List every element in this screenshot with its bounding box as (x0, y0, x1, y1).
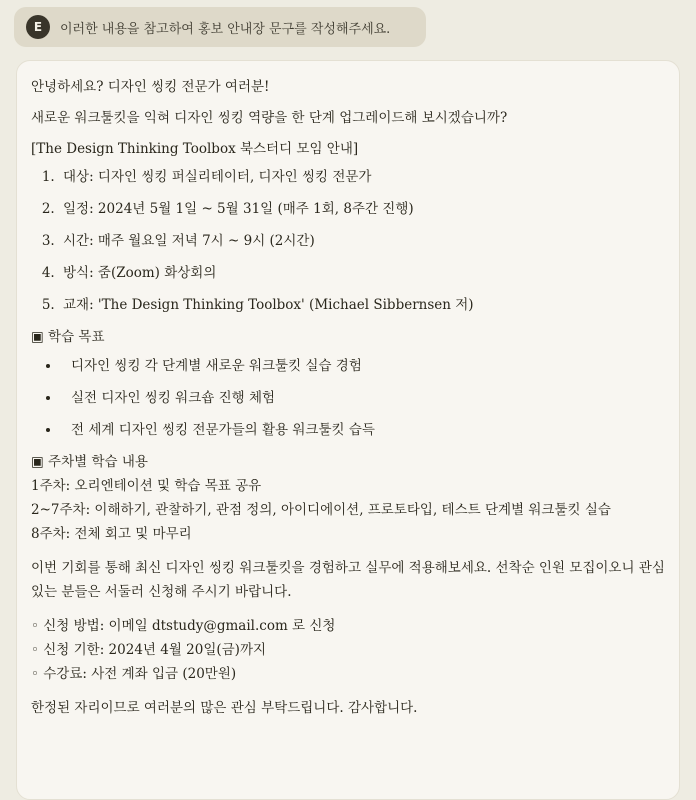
greeting: 안녕하세요? 디자인 씽킹 전문가 여러분! (31, 79, 270, 95)
user-message-text: 이러한 내용을 참고하여 홍보 안내장 문구를 작성해주세요. (60, 21, 391, 37)
closing-text: 한정된 자리이므로 여러분의 많은 관심 부탁드립니다. 감사합니다. (31, 700, 418, 716)
user-message-bubble (14, 7, 426, 47)
weekly-item: 2~7주차: 이해하기, 관찰하기, 관점 정의, 아이디에이션, 프로토타입, 테스트 단계별 워크툴킷 실습 (31, 502, 611, 518)
announcement-heading: [The Design Thinking Toolbox 북스터디 모임 안내] (31, 141, 359, 157)
call-to-action: 이번 기회를 통해 최신 디자인 씽킹 워크툴킷을 경험하고 실무에 적용해보세요. 선착순 인원 모집이오니 관심 있는 분들은 서둘러 신청해 주시기 바랍니다. (31, 560, 665, 600)
weekly-item: 8주차: 전체 회고 및 마무리 (31, 526, 192, 542)
details-item: 2. 일정: 2024년 5월 1일 ~ 5월 31일 (매주 1회, 8주간 진행) (59, 197, 665, 221)
details-item: 5. 교재: 'The Design Thinking Toolbox' (Michael Sibbernsen 저) (59, 293, 665, 317)
goal-item: • 디자인 씽킹 각 단계별 새로운 워크툴킷 실습 경험 (61, 354, 665, 378)
goals-title: ▣ 학습 목표 (31, 329, 105, 345)
details-item: 3. 시간: 매주 월요일 저녁 7시 ~ 9시 (2시간) (59, 229, 665, 253)
application-info (31, 614, 665, 686)
details-item: 4. 방식: 줌(Zoom) 화상회의 (59, 261, 665, 285)
weekly-title: ▣ 주차별 학습 내용 (31, 454, 148, 470)
weekly-item: 1주차: 오리엔테이션 및 학습 목표 공유 (31, 478, 262, 494)
assistant-response (16, 60, 680, 800)
intro-text: 새로운 워크툴킷을 익혀 디자인 씽킹 역량을 한 단계 업그레이드해 보시겠습니까? (31, 110, 508, 126)
goals-list (31, 354, 665, 442)
details-item: 1. 대상: 디자인 씽킹 퍼실리테이터, 디자인 씽킹 전문가 (59, 165, 665, 189)
apply-item: ◦ 신청 기한: 2024년 4월 20일(금)까지 (31, 642, 267, 658)
goal-item: • 전 세계 디자인 씽킹 전문가들의 활용 워크툴킷 습득 (61, 418, 665, 442)
goal-item: • 실전 디자인 씽킹 워크숍 진행 체험 (61, 386, 665, 410)
apply-item: ◦ 수강료: 사전 계좌 입금 (20만원) (31, 666, 237, 682)
user-avatar[interactable]: E (26, 15, 50, 39)
apply-item: ◦ 신청 방법: 이메일 dtstudy@gmail.com 로 신청 (31, 618, 336, 634)
details-list (31, 165, 665, 317)
